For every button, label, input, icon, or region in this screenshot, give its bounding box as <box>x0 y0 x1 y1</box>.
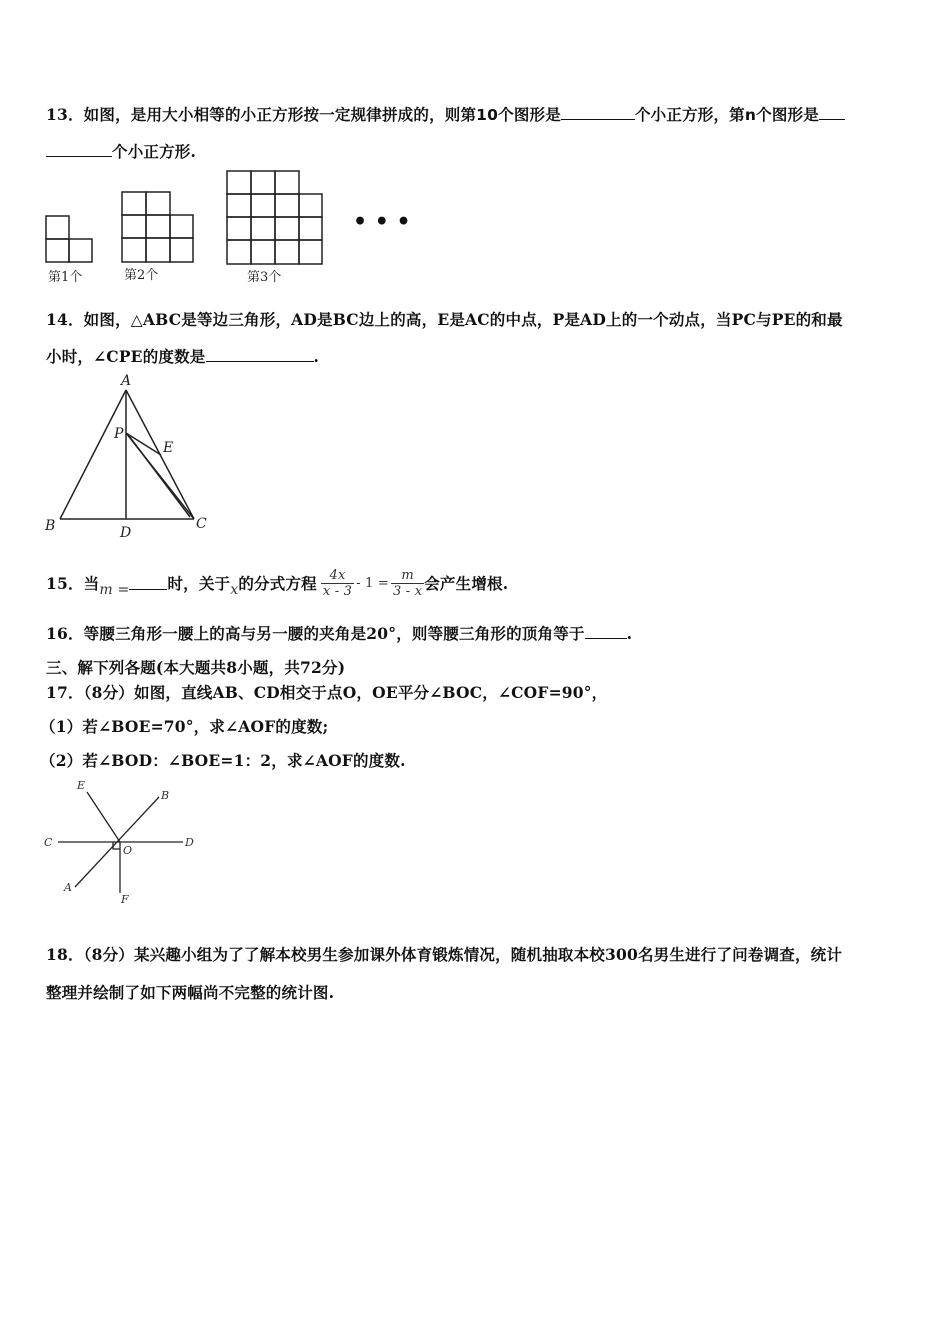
q13-squares-figure <box>40 168 420 288</box>
q13-text-d: 个图形是 <box>756 105 819 124</box>
q13-blank-1 <box>561 105 635 120</box>
q17-part2 <box>40 749 406 771</box>
q17-label-c: C <box>44 836 53 849</box>
q13-text-b: 个图形是 <box>498 105 561 124</box>
q17-label-b: B <box>161 789 170 802</box>
q14-end: . <box>313 347 320 366</box>
q14-segment-pc2 <box>129 436 190 517</box>
q13-shape-3 <box>227 171 322 264</box>
q17-label-o: O <box>123 844 133 857</box>
q13-shape-2 <box>122 192 193 262</box>
q13-line1 <box>46 103 845 125</box>
q17-label-a: A <box>64 881 72 894</box>
q13-blank-2a <box>819 105 845 120</box>
q15-m-eq: m = <box>99 582 130 598</box>
q14-line1 <box>46 308 843 330</box>
q13-label-2: 第2个 <box>124 268 159 283</box>
q17-part1 <box>40 715 328 737</box>
q13-dots: • • • <box>353 209 411 235</box>
q15-suffix: 会产生增根. <box>424 574 509 593</box>
q15-blank <box>129 577 167 590</box>
q13-text-a: 13．如图，是用大小相等的小正方形按一定规律拼成的，则第 <box>46 105 477 124</box>
q14-label-d: D <box>120 525 132 540</box>
q15-fraction-2 <box>391 568 424 599</box>
q15-minus-one: - 1 = <box>356 575 389 591</box>
section3-heading <box>46 656 345 678</box>
q14-segment-pe <box>126 433 161 455</box>
q14-side-ab <box>60 390 126 519</box>
q15-frac1-num: 4x <box>321 568 354 584</box>
q14-label-c: C <box>196 516 207 532</box>
q15-mid2: 的分式方程 <box>238 574 317 593</box>
q14-text-line1: 14．如图，△ABC是等边三角形，AD是BC边上的高，E是AC的中点，P是AD上的一个动点，当PC与PE的和最 <box>46 310 843 329</box>
q15-frac1-den: x - 3 <box>322 583 353 599</box>
q16-end: . <box>626 624 633 643</box>
section3-text: 三、解下列各题(本大题共8小题，共72分) <box>46 658 346 677</box>
q17-stem <box>46 681 607 703</box>
q13-blank-2b <box>46 142 112 157</box>
q16-line <box>46 622 632 644</box>
q14-text-line2: 小时，∠CPE的度数是 <box>46 347 206 366</box>
q13-text-c: 个小正方形，第 <box>634 105 745 124</box>
q17-part1-text: （1）若∠BOE=70°，求∠AOF的度数; <box>40 717 329 736</box>
q17-label-e: E <box>77 779 86 792</box>
q15-prefix: 15．当 <box>46 574 100 593</box>
q13-label-3: 第3个 <box>247 270 282 285</box>
q13-shape-1 <box>46 216 92 262</box>
q14-line2 <box>46 345 319 367</box>
q13-text-line2: 个小正方形. <box>112 142 197 161</box>
q17-label-f: F <box>121 893 129 906</box>
q17-stem-text: 17．（8分）如图，直线AB、CD相交于点O，OE平分∠BOC，∠COF=90°， <box>46 683 608 702</box>
q15-fraction-1 <box>321 568 354 599</box>
q14-label-e: E <box>163 440 174 456</box>
q16-text: 16．等腰三角形一腰上的高与另一腰的夹角是20°，则等腰三角形的顶角等于 <box>46 624 585 643</box>
q17-label-d: D <box>185 836 194 849</box>
q14-label-b: B <box>45 518 56 534</box>
q15-frac2-num: m <box>391 568 424 584</box>
q18-text-line2: 整理并绘制了如下两幅尚不完整的统计图. <box>46 983 335 1002</box>
q17-lines-figure <box>40 775 205 910</box>
q18-line2 <box>46 981 334 1003</box>
q15-var-x: x <box>230 582 239 598</box>
q15-frac2-den: 3 - x <box>392 583 423 599</box>
q17-part2-text: （2）若∠BOD：∠BOE=1：2，求∠AOF的度数. <box>40 751 406 770</box>
q15-line <box>46 563 508 603</box>
q13-var-n: n <box>744 106 757 124</box>
q13-line2 <box>46 140 196 162</box>
q17-ray-oe <box>87 792 120 842</box>
q18-line1 <box>46 943 842 965</box>
q15-mid: 时，关于 <box>167 574 231 593</box>
q14-blank <box>206 347 314 362</box>
q13-number: 10 <box>476 106 499 124</box>
q18-text-line1: 18．（8分）某兴趣小组为了了解本校男生参加课外体育锻炼情况，随机抽取本校300名男生进行了问卷调查，统计 <box>46 945 843 964</box>
q13-label-1: 第1个 <box>48 270 83 285</box>
q14-label-p: P <box>114 426 124 442</box>
q14-label-a: A <box>121 373 132 389</box>
q16-blank <box>585 624 627 639</box>
q14-triangle-figure <box>38 370 218 540</box>
